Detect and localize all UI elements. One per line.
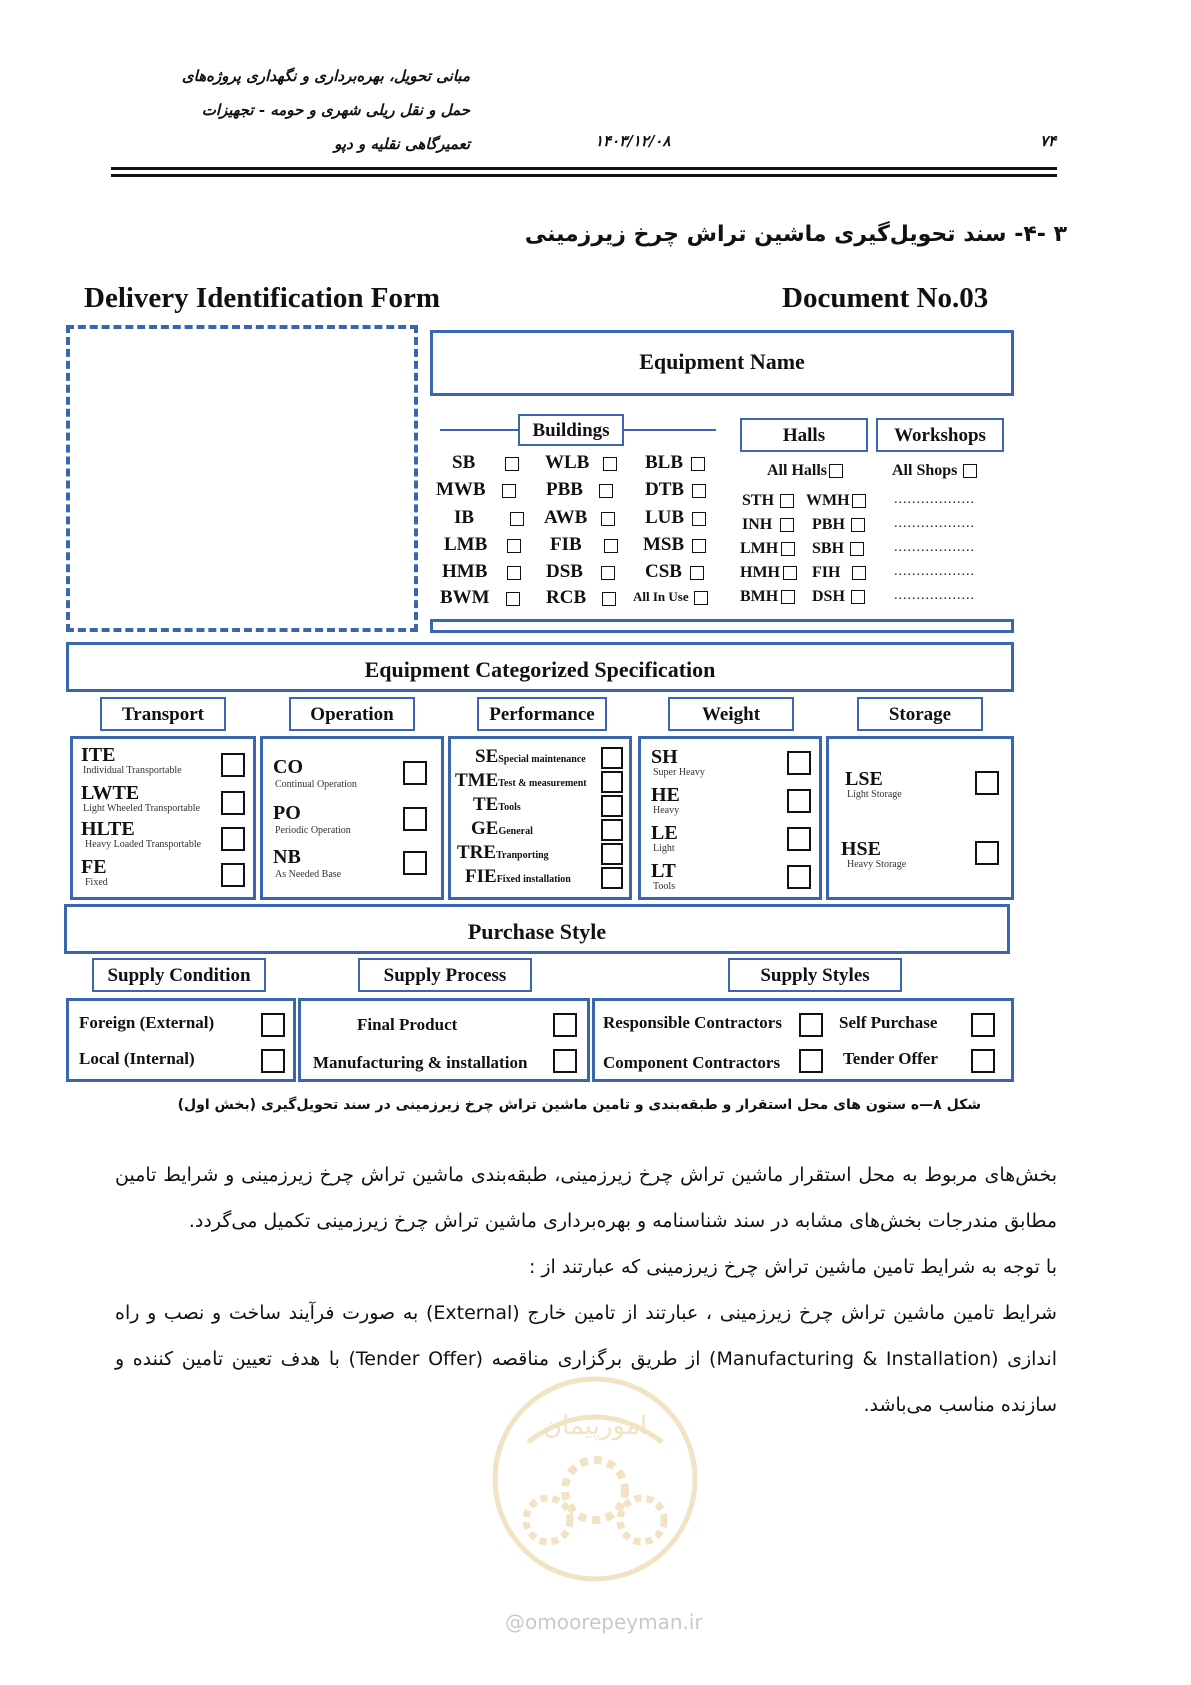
- code-co: CO: [273, 756, 303, 778]
- checkbox-self-purchase[interactable]: [971, 1013, 995, 1037]
- code-tme: TMETest & measurement: [455, 770, 587, 791]
- buildings-label: Buildings: [518, 414, 624, 446]
- supply-styles-label: Supply Styles: [728, 958, 902, 992]
- checkbox[interactable]: [692, 512, 706, 526]
- code-hse: HSE: [841, 838, 882, 860]
- checkbox-tre[interactable]: [601, 843, 623, 865]
- workshop-blank[interactable]: ..................: [894, 540, 975, 555]
- hall-all[interactable]: All Halls: [767, 462, 843, 480]
- desc-lse: Light Storage: [847, 789, 902, 800]
- checkbox[interactable]: [963, 464, 977, 478]
- paragraph-2: با توجه به شرایط تامین ماشین تراش چرخ زیرزمینی که عبارتند از :: [528, 1256, 1057, 1278]
- hall-sbh[interactable]: SBH: [812, 540, 864, 558]
- building-mwb[interactable]: MWB: [436, 479, 516, 501]
- checkbox[interactable]: [690, 566, 704, 580]
- hall-bmh[interactable]: BMH: [740, 588, 795, 606]
- checkbox[interactable]: [602, 592, 616, 606]
- checkbox-fe[interactable]: [221, 863, 245, 887]
- checkbox-manufacturing[interactable]: [553, 1049, 577, 1073]
- checkbox[interactable]: [599, 484, 613, 498]
- header-title-line-1: مبانی تحویل، بهره‌برداری و نگهداری پروژه‌های: [181, 67, 470, 85]
- building-wlb[interactable]: WLB: [545, 452, 617, 474]
- category-transport: Transport: [100, 697, 226, 731]
- building-csb[interactable]: CSB: [645, 561, 704, 583]
- supply-condition-label: Supply Condition: [92, 958, 266, 992]
- supply-process-label: Supply Process: [358, 958, 532, 992]
- building-fib[interactable]: FIB: [550, 534, 618, 556]
- style-self-purchase: Self Purchase: [839, 1013, 938, 1032]
- building-sb[interactable]: SB: [452, 452, 519, 474]
- checkbox[interactable]: [601, 512, 615, 526]
- watermark-logo-icon: [488, 1372, 702, 1586]
- workshop-all[interactable]: All Shops: [892, 462, 977, 480]
- checkbox[interactable]: [603, 457, 617, 471]
- checkbox[interactable]: [507, 566, 521, 580]
- checkbox-te[interactable]: [601, 795, 623, 817]
- checkbox-tme[interactable]: [601, 771, 623, 793]
- code-tre: TRETranporting: [457, 842, 549, 863]
- condition-foreign: Foreign (External): [79, 1013, 215, 1032]
- desc-po: Periodic Operation: [275, 825, 351, 836]
- checkbox[interactable]: [781, 542, 795, 556]
- desc-lwte: Light Wheeled Transportable: [83, 803, 201, 814]
- building-bwm[interactable]: BWM: [440, 587, 520, 609]
- checkbox[interactable]: [851, 590, 865, 604]
- building-awb[interactable]: AWB: [544, 507, 615, 529]
- paragraph-3: شرایط تامین ماشین تراش چرخ زیرزمینی ، عبارتند از تامین خارج (External) به صورت فرآیند ساخت و نصب و راه اندازی (Manufacturing & Installation) از طریق برگزاری مناقصه (Tender Offer) با هدف تعیین تامین کننده و سازنده مناسب می‌باشد.: [115, 1302, 1057, 1416]
- checkbox[interactable]: [691, 457, 705, 471]
- weight-box: [638, 736, 822, 900]
- buildings-line-right: [624, 429, 716, 431]
- checkbox[interactable]: [692, 539, 706, 553]
- checkbox-lse[interactable]: [975, 771, 999, 795]
- code-po: PO: [273, 802, 301, 824]
- header-title-line-3: تعمیرگاهی نقلیه و دپو: [334, 135, 470, 153]
- checkbox[interactable]: [780, 494, 794, 508]
- process-final-product: Final Product: [357, 1015, 458, 1034]
- checkbox[interactable]: [502, 484, 516, 498]
- page-number: ۷۴: [1040, 132, 1057, 150]
- checkbox[interactable]: [852, 566, 866, 580]
- header-title-line-2: حمل و نقل ریلی شهری و حومه - تجهیزات: [201, 101, 470, 119]
- checkbox-fie[interactable]: [601, 867, 623, 889]
- checkbox-final-product[interactable]: [553, 1013, 577, 1037]
- process-manufacturing: Manufacturing & installation: [313, 1053, 528, 1072]
- supply-process-box: [298, 998, 590, 1082]
- checkbox-co[interactable]: [403, 761, 427, 785]
- transport-box: [70, 736, 256, 900]
- categorized-spec-title: Equipment Categorized Specification: [364, 657, 716, 682]
- checkbox-responsible-contractors[interactable]: [799, 1013, 823, 1037]
- workshops-label: Workshops: [876, 418, 1004, 452]
- desc-fe: Fixed: [85, 877, 108, 888]
- checkbox-tender-offer[interactable]: [971, 1049, 995, 1073]
- hall-pbh[interactable]: PBH: [812, 516, 865, 534]
- hall-lmh[interactable]: LMH: [740, 540, 795, 558]
- checkbox[interactable]: [604, 539, 618, 553]
- code-he: HE: [651, 784, 680, 806]
- watermark-brand-text: امورپیمان: [542, 1411, 648, 1441]
- code-lse: LSE: [845, 768, 883, 790]
- checkbox-component-contractors[interactable]: [799, 1049, 823, 1073]
- code-le: LE: [651, 822, 678, 844]
- code-sh: SH: [651, 746, 678, 768]
- form-title: Delivery Identification Form: [84, 282, 440, 314]
- category-performance: Performance: [477, 697, 607, 731]
- figure-caption: شکل ۸—ه ستون های محل استقرار و طبقه‌بندی و تامین ماشین تراش چرخ زیرزمینی در سند تحویل‌گیری (بخش اول): [177, 1097, 981, 1113]
- checkbox-local[interactable]: [261, 1049, 285, 1073]
- checkbox[interactable]: [851, 518, 865, 532]
- desc-lt: Tools: [653, 881, 676, 892]
- code-lt: LT: [651, 860, 676, 882]
- style-tender-offer: Tender Offer: [843, 1049, 938, 1068]
- workshop-blank[interactable]: ..................: [894, 492, 975, 507]
- purchase-style-title: Purchase Style: [467, 919, 607, 944]
- checkbox-nb[interactable]: [403, 851, 427, 875]
- code-se: SESpecial maintenance: [475, 746, 586, 767]
- header-rule-top: [111, 167, 1057, 170]
- location-box-bottom: [430, 619, 1014, 633]
- section-heading: ۳ -۴- سند تحویل‌گیری ماشین تراش چرخ زیرزمینی: [524, 222, 1067, 247]
- supply-condition-box: [66, 998, 296, 1082]
- storage-box: [826, 736, 1014, 900]
- desc-le: Light: [653, 843, 675, 854]
- hall-dsh[interactable]: DSH: [812, 588, 865, 606]
- desc-hse: Heavy Storage: [847, 859, 907, 870]
- checkbox-le[interactable]: [787, 827, 811, 851]
- checkbox-po[interactable]: [403, 807, 427, 831]
- checkbox-lwte[interactable]: [221, 791, 245, 815]
- building-dsb[interactable]: DSB: [546, 561, 615, 583]
- halls-label: Halls: [740, 418, 868, 452]
- desc-ite: Individual Transportable: [83, 765, 182, 776]
- workshop-blank[interactable]: ..................: [894, 564, 975, 579]
- category-storage: Storage: [857, 697, 983, 731]
- desc-hlte: Heavy Loaded Transportable: [85, 839, 202, 850]
- code-te: TETools: [473, 794, 521, 815]
- checkbox[interactable]: [829, 464, 843, 478]
- checkbox[interactable]: [780, 518, 794, 532]
- building-lmb[interactable]: LMB: [444, 534, 521, 556]
- hall-hmh[interactable]: HMH: [740, 564, 797, 582]
- workshop-blank[interactable]: ..................: [894, 516, 975, 531]
- categorized-spec-box: [66, 642, 1014, 692]
- checkbox-he[interactable]: [787, 789, 811, 813]
- checkbox[interactable]: [783, 566, 797, 580]
- checkbox[interactable]: [850, 542, 864, 556]
- code-ge: GEGeneral: [471, 818, 533, 839]
- watermark-text: @omoorepeyman.ir: [505, 1610, 703, 1634]
- code-fie: FIEFixed installation: [465, 866, 571, 887]
- document-number: Document No.03: [782, 282, 989, 314]
- equipment-name-label: Equipment Name: [639, 349, 805, 374]
- checkbox-hse[interactable]: [975, 841, 999, 865]
- style-component-contractors: Component Contractors: [603, 1053, 781, 1072]
- buildings-line-left: [440, 429, 518, 431]
- code-nb: NB: [273, 846, 301, 868]
- building-blb[interactable]: BLB: [645, 452, 705, 474]
- checkbox[interactable]: [781, 590, 795, 604]
- checkbox-sh[interactable]: [787, 751, 811, 775]
- checkbox[interactable]: [506, 592, 520, 606]
- photo-placeholder-frame: [66, 325, 418, 632]
- hall-inh[interactable]: INH: [742, 516, 794, 534]
- code-hlte: HLTE: [81, 818, 135, 840]
- header-rule-bottom: [111, 174, 1057, 177]
- checkbox[interactable]: [507, 539, 521, 553]
- equipment-name-box: [430, 330, 1014, 396]
- checkbox[interactable]: [601, 566, 615, 580]
- building-pbb[interactable]: PBB: [546, 479, 613, 501]
- supply-styles-box: [592, 998, 1014, 1082]
- operation-box: [260, 736, 444, 900]
- checkbox-ite[interactable]: [221, 753, 245, 777]
- paragraph-1: بخش‌های مربوط به محل استقرار ماشین تراش چرخ زیرزمینی، طبقه‌بندی ماشین تراش چرخ زیرزمینی و شرایط تامین مطابق مندرجات بخش‌های مشابه در سند شناسنامه و بهره‌برداری ماشین تراش چرخ زیرزمینی تکمیل می‌گردد.: [115, 1164, 1057, 1232]
- checkbox[interactable]: [852, 494, 866, 508]
- hall-fih[interactable]: FIH: [812, 564, 866, 582]
- building-all-in-use[interactable]: All In Use: [633, 589, 708, 605]
- building-ib[interactable]: IB: [454, 507, 524, 529]
- building-hmb[interactable]: HMB: [442, 561, 521, 583]
- hall-sth[interactable]: STH: [742, 492, 794, 510]
- checkbox-lt[interactable]: [787, 865, 811, 889]
- building-msb[interactable]: MSB: [643, 534, 706, 556]
- checkbox[interactable]: [694, 591, 708, 605]
- desc-sh: Super Heavy: [653, 767, 705, 778]
- checkbox-se[interactable]: [601, 747, 623, 769]
- header-date: ۱۴۰۳/۱۲/۰۸: [595, 132, 671, 150]
- building-rcb[interactable]: RCB: [546, 587, 616, 609]
- checkbox-ge[interactable]: [601, 819, 623, 841]
- desc-co: Continual Operation: [275, 779, 357, 790]
- desc-he: Heavy: [653, 805, 680, 816]
- condition-local: Local (Internal): [79, 1049, 195, 1068]
- code-lwte: LWTE: [81, 782, 140, 804]
- style-responsible-contractors: Responsible Contractors: [603, 1013, 782, 1032]
- desc-nb: As Needed Base: [275, 869, 342, 880]
- category-weight: Weight: [668, 697, 794, 731]
- checkbox-hlte[interactable]: [221, 827, 245, 851]
- building-dtb[interactable]: DTB: [645, 479, 706, 501]
- building-lub[interactable]: LUB: [645, 507, 706, 529]
- category-operation: Operation: [289, 697, 415, 731]
- code-ite: ITE: [81, 744, 116, 766]
- checkbox[interactable]: [505, 457, 519, 471]
- checkbox[interactable]: [692, 484, 706, 498]
- workshop-blank[interactable]: ..................: [894, 588, 975, 603]
- performance-box: [448, 736, 632, 900]
- checkbox[interactable]: [510, 512, 524, 526]
- purchase-style-box: [64, 904, 1010, 954]
- hall-wmh[interactable]: WMH: [806, 492, 866, 510]
- checkbox-foreign[interactable]: [261, 1013, 285, 1037]
- code-fe: FE: [81, 856, 107, 878]
